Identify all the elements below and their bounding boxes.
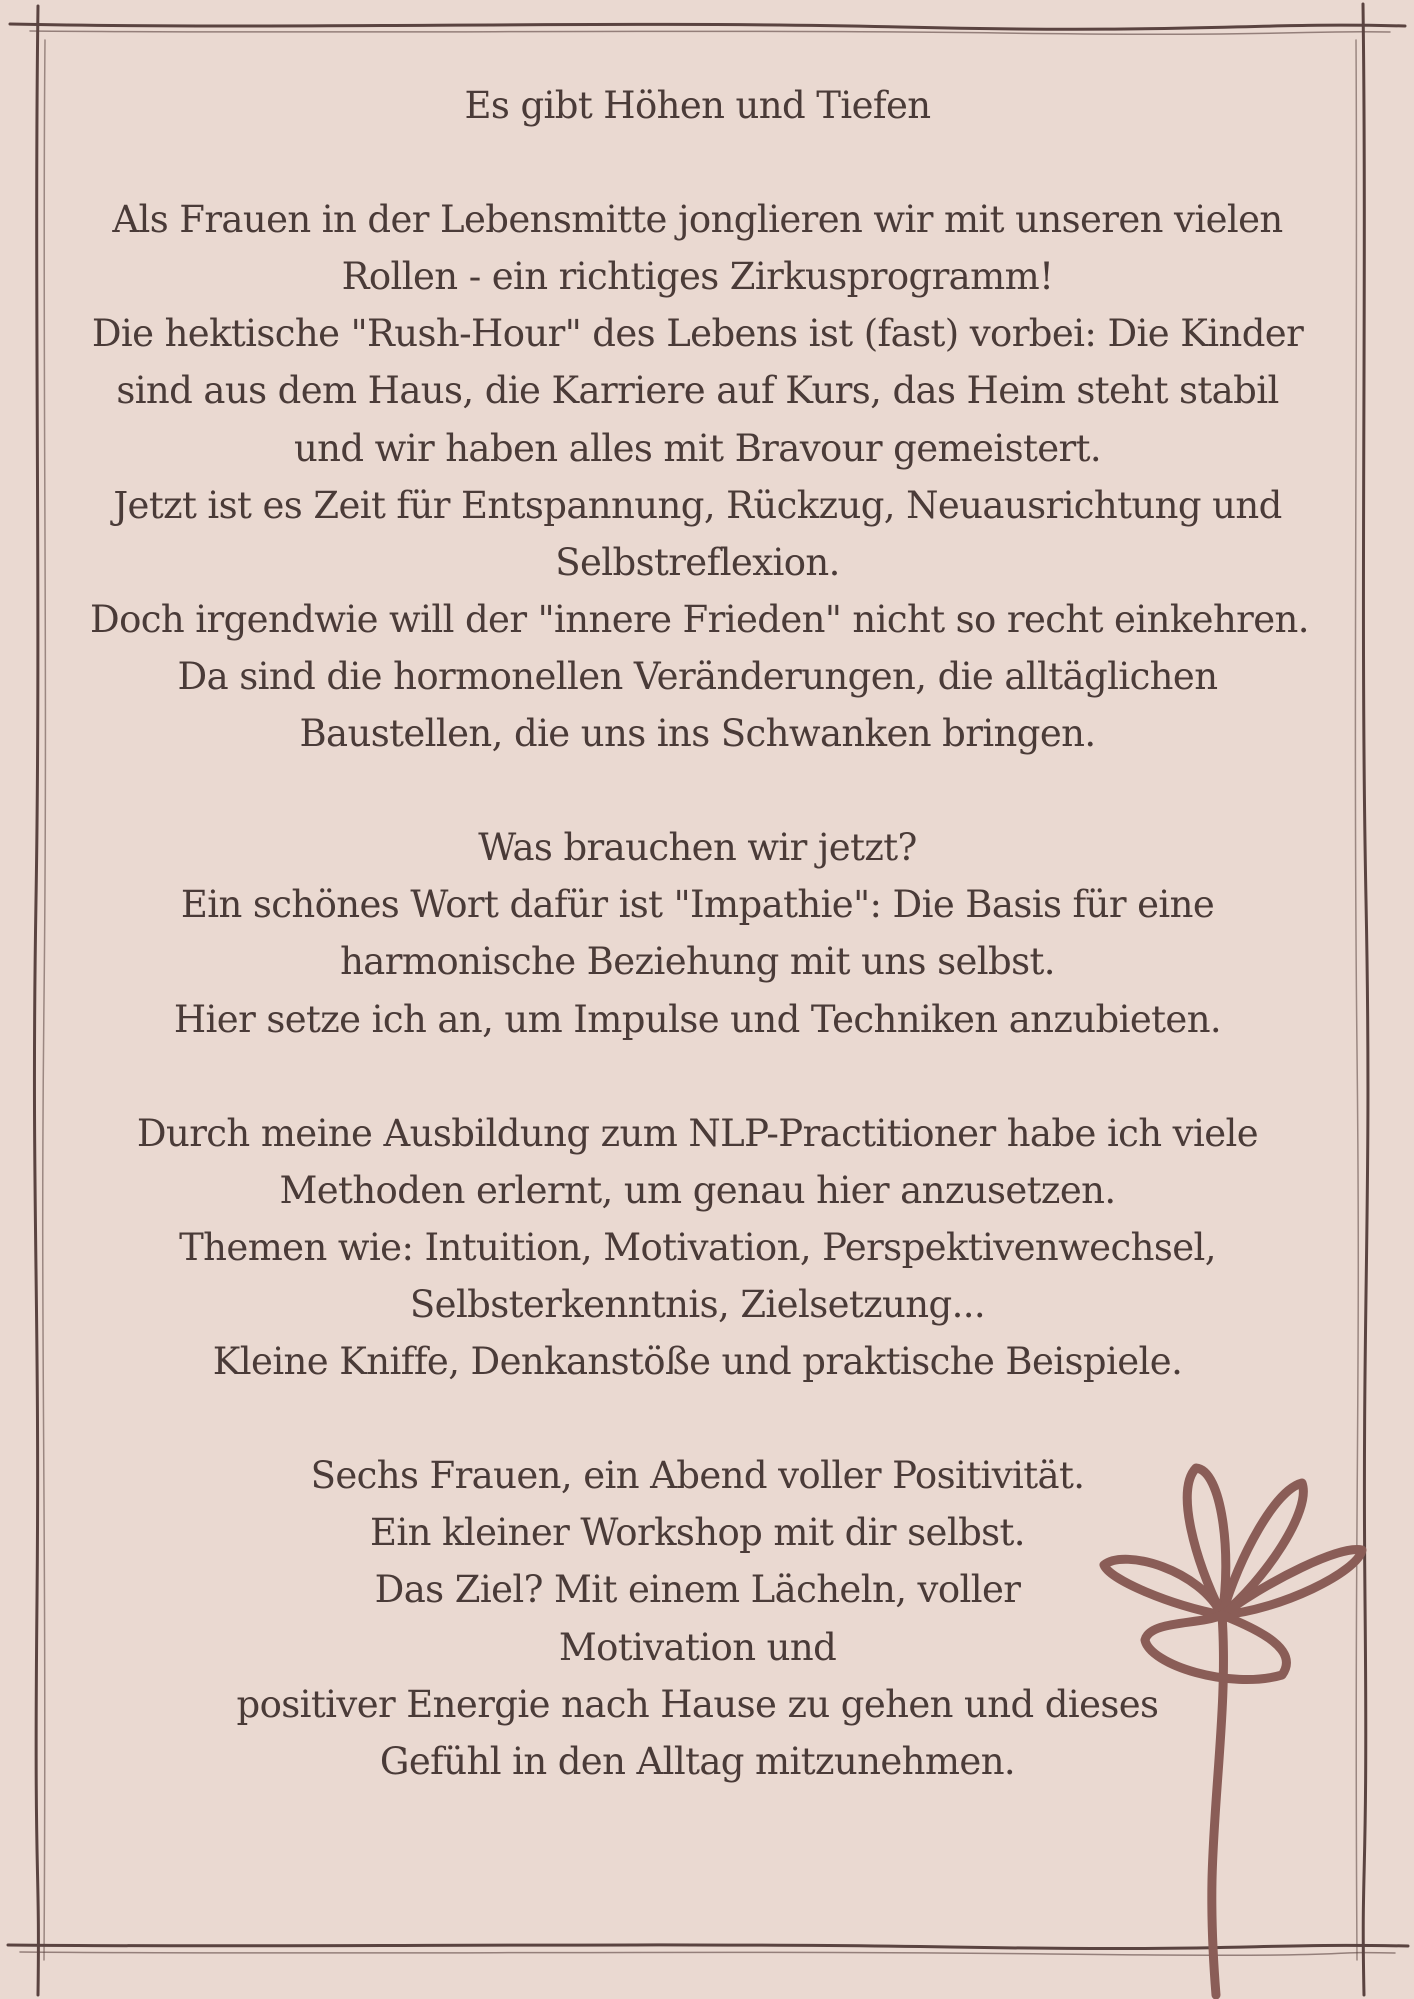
title-line: Es gibt Höhen und Tiefen [464, 84, 931, 127]
text-line: Was brauchen wir jetzt? [478, 826, 917, 870]
text-line: Jetzt ist es Zeit für Entspannung, Rückzug, Neuausrichtung und [113, 483, 1282, 527]
text-line: Ein kleiner Workshop mit dir selbst. [370, 1511, 1025, 1555]
text-line: Themen wie: Intuition, Motivation, Perspektivenwechsel, [179, 1225, 1216, 1269]
text-line: Doch irgendwie will der "innere Frieden" nicht so recht einkehren. [90, 597, 1309, 641]
text-line: Die hektische "Rush-Hour" des Lebens ist (fast) vorbei: Die Kinder [91, 312, 1304, 356]
text-line: positiver Energie nach Hause zu gehen und dieses [236, 1682, 1159, 1726]
document-body [90, 77, 1309, 1790]
text-line: Sechs Frauen, ein Abend voller Positivität. [310, 1454, 1085, 1498]
text-line: sind aus dem Haus, die Karriere auf Kurs, das Heim steht stabil [116, 369, 1279, 413]
text-line: Als Frauen in der Lebensmitte jonglieren wir mit unseren vielen [112, 198, 1283, 242]
text-line: Selbsterkenntnis, Zielsetzung... [409, 1282, 986, 1326]
text-line: Rollen - ein richtiges Zirkusprogramm! [341, 255, 1054, 299]
text-line: Da sind die hormonellen Veränderungen, die alltäglichen [177, 654, 1218, 698]
text-line: Methoden erlernt, um genau hier anzusetzen. [279, 1168, 1116, 1212]
text-line: Durch meine Ausbildung zum NLP-Practitioner habe ich viele [136, 1111, 1259, 1155]
text-line: Gefühl in den Alltag mitzunehmen. [379, 1739, 1016, 1783]
text-line: Das Ziel? Mit einem Lächeln, voller [374, 1568, 1021, 1612]
text-line: Baustellen, die uns ins Schwanken bringen. [299, 712, 1096, 756]
text-line: harmonische Beziehung mit uns selbst. [340, 940, 1055, 984]
text-line: Selbstreflexion. [555, 540, 840, 584]
paragraph-title [90, 77, 1305, 134]
paragraph-workshop [90, 1447, 1305, 1790]
text-line: und wir haben alles mit Bravour gemeistert. [293, 426, 1102, 470]
paragraph-training [90, 1105, 1305, 1390]
text-line: Motivation und [558, 1625, 837, 1669]
text-line: Kleine Kniffe, Denkanstöße und praktische Beispiele. [212, 1340, 1183, 1384]
paragraph-needs [90, 819, 1305, 1047]
text-line: Hier setze ich an, um Impulse und Techniken anzubieten. [173, 997, 1222, 1041]
paragraph-intro [90, 191, 1309, 762]
text-line: Ein schönes Wort dafür ist "Impathie": Die Basis für eine [180, 883, 1215, 927]
